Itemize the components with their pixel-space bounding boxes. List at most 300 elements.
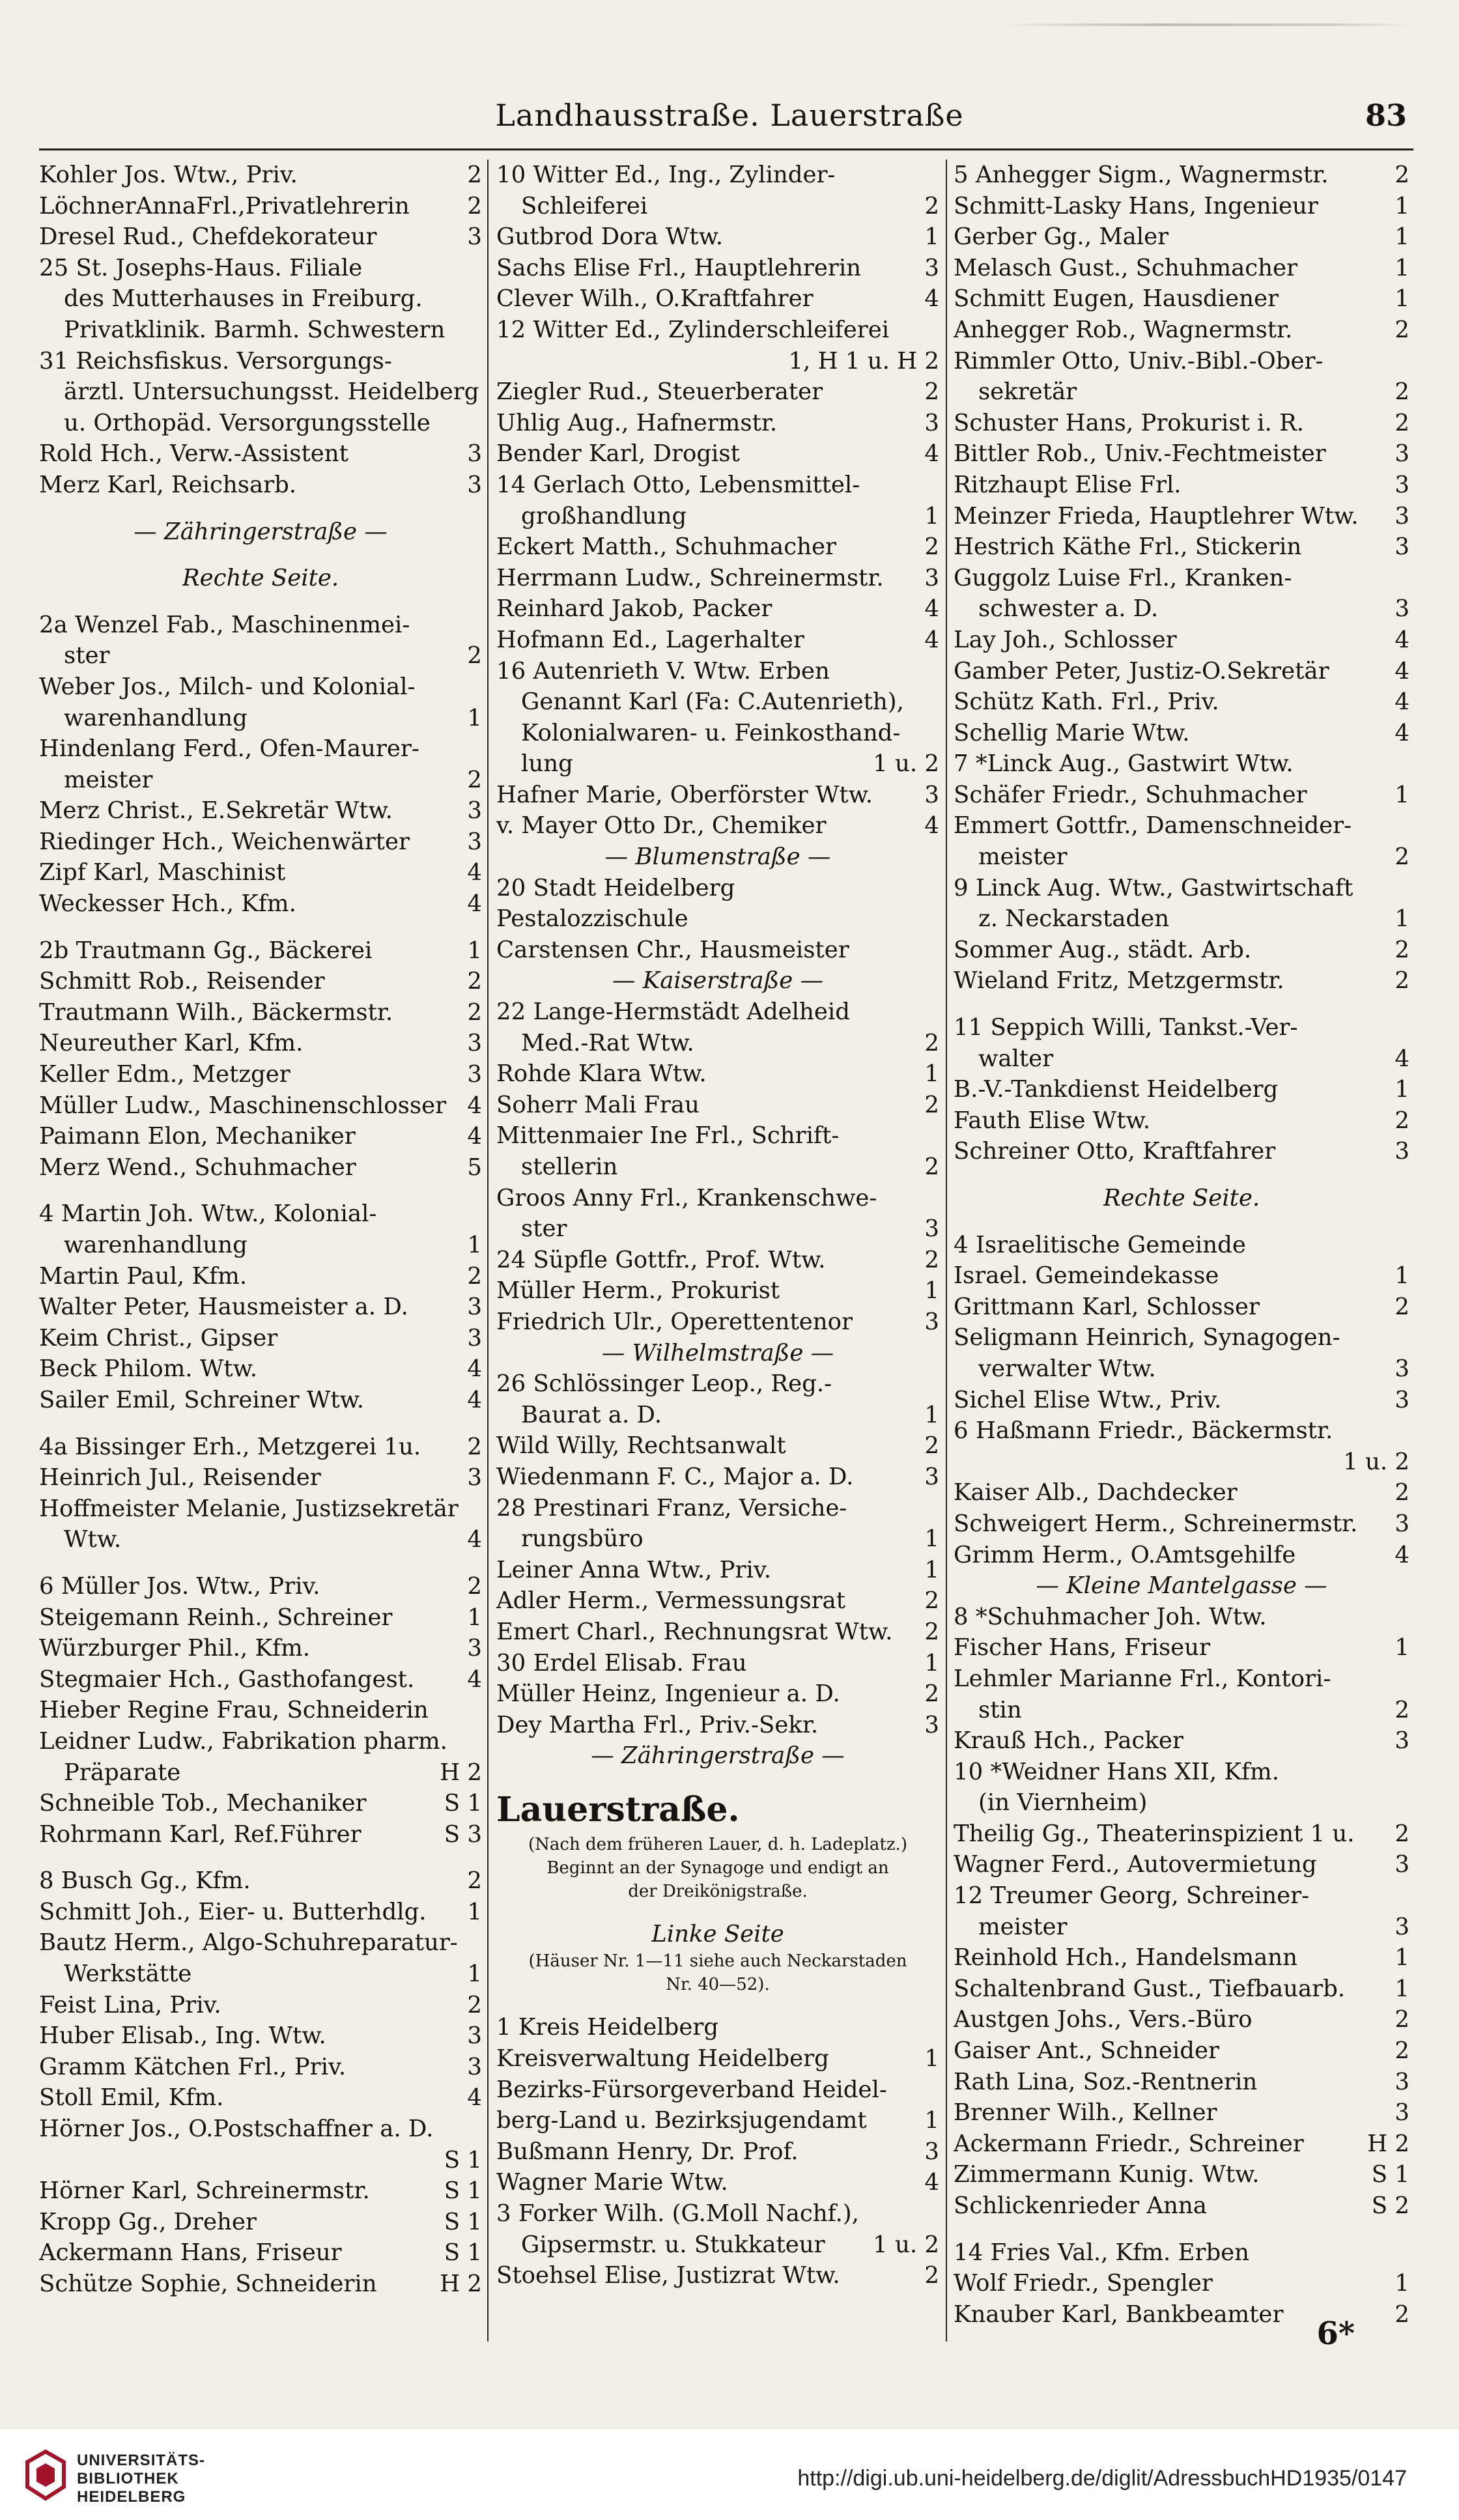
floor-number: 2 [924,192,939,219]
entry-text: warenhandlung [64,1232,248,1258]
entry-text: Zipf Karl, Maschinist [39,859,286,886]
column-2 [496,160,939,2342]
directory-entry [954,625,1409,656]
directory-entry [954,1819,1409,1850]
directory-entry [496,2012,939,2043]
entry-text: Bender Karl, Drogist [496,440,740,468]
section-heading-text: Rechte Seite. [1103,1185,1260,1211]
entry-text: Guggolz Luise Frl., Kranken- [954,564,1292,591]
floor-number: 2 [1395,1293,1409,1320]
entry-text: Schellig Marie Wtw. [954,719,1190,746]
directory-entry [39,610,482,641]
directory-entry [954,1105,1409,1137]
entry-text: Gamber Peter, Justiz-O.Sekretär [954,657,1329,685]
directory-entry [954,438,1409,470]
entry-text: 2a Wenzel Fab., Maschinenmei- [39,611,410,638]
entry-text: Grittmann Karl, Schlosser [954,1293,1260,1320]
floor-number: 4 [1395,719,1409,746]
directory-entry [954,2067,1409,2098]
street-note [496,1949,939,1973]
floor-number: 4 [924,812,939,840]
floor-number: 3 [1395,533,1409,561]
floor-number: 1 [1395,781,1409,808]
floor-number: 3 [467,1061,482,1088]
floor-number: 3 [467,797,482,825]
entry-text: großhandlung [521,502,687,530]
directory-entry [39,1494,482,1525]
directory-entry [954,501,1409,532]
floor-number: 2 [467,766,482,793]
floor-number: 3 [1395,1510,1409,1537]
floor-number: 2 [924,533,939,561]
floor-number: 3 [467,1635,482,1662]
directory-entry [496,997,939,1028]
directory-entry [954,1725,1409,1757]
entry-text: 2b Trautmann Gg., Bäckerei [39,937,373,964]
floor-number: 1 [924,1277,939,1305]
directory-entry [39,1090,482,1122]
floor-number: 3 [1395,595,1409,623]
entry-text: Bezirks-Fürsorgeverband Heidel- [496,2076,887,2103]
entry-text: 10 Witter Ed., Ing., Zylinder- [496,162,836,188]
directory-entry [39,2175,482,2207]
floor-number: 4 [1395,1541,1409,1568]
spacer [39,1555,482,1571]
floor-number: 3 [467,223,482,251]
directory-entry [496,1555,939,1586]
directory-entry [39,376,482,408]
entry-text: Uhlig Aug., Hafnermstr. [496,409,778,436]
floor-number: 1 [924,502,939,530]
directory-entry [496,2167,939,2198]
entry-text: Merz Wend., Schuhmacher [39,1154,356,1181]
directory-entry [954,935,1409,966]
floor-number: 3 [924,1711,939,1738]
entry-text: Kaiser Alb., Dachdecker [954,1479,1238,1507]
directory-entry [496,438,939,470]
floor-number: 4 [924,2169,939,2196]
directory-entry [496,2230,939,2261]
entry-text: Reinhard Jakob, Packer [496,595,772,623]
scan-artifact [997,23,1413,26]
entry-text: Privatklinik. Barmh. Schwestern [64,316,446,343]
floor-number: 4 [467,1092,482,1119]
entry-text: Gramm Kätchen Frl., Priv. [39,2053,347,2080]
entry-text: Ritzhaupt Elise Frl. [954,471,1182,498]
floor-number: 2 [467,968,482,995]
entry-text: Gipsermstr. u. Stukkateur [521,2231,825,2258]
entry-text: Knauber Karl, Bankbeamter [954,2301,1284,2328]
floor-number: 1 [924,1525,939,1553]
entry-text: Ziegler Rud., Steuerberater [496,378,823,406]
floor-number: 4 [924,626,939,653]
entry-text: Bautz Herm., Algo-Schuhreparatur- [39,1929,458,1957]
entry-text: 26 Schlössinger Leop., Reg.- [496,1370,832,1398]
entry-text: Merz Christ., E.Sekretär Wtw. [39,797,393,825]
section-heading-text: — Kaiserstraße — [612,967,824,995]
directory-entry [954,2237,1409,2269]
spacer [496,1903,939,1919]
entry-text: Hofmann Ed., Lagerhalter [496,626,804,653]
floor-number: 2 [924,2262,939,2289]
directory-entry [39,1602,482,1634]
section-heading [954,1183,1409,1214]
directory-entry [496,2198,939,2230]
entry-text: Sachs Elise Frl., Hauptlehrerin [496,254,862,281]
entry-text: Schmitt Eugen, Hausdiener [954,285,1279,313]
entry-text: 3 Forker Wilh. (G.Moll Nachf.), [496,2200,859,2228]
entry-text: Bittler Rob., Univ.-Fechtmeister [954,440,1326,468]
column-divider [946,160,947,2342]
entry-text: Grimm Herm., O.Amtsgehilfe [954,1541,1296,1568]
floor-number: 2 [924,1154,939,1180]
entry-text: 6 Müller Jos. Wtw., Priv. [39,1572,320,1600]
floor-number: 4 [924,285,939,313]
directory-entry [39,1524,482,1555]
directory-entry [496,810,939,842]
directory-entry [954,160,1409,191]
directory-entry [954,593,1409,625]
entry-text: 12 Treumer Georg, Schreiner- [954,1882,1310,1910]
directory-entry [39,2052,482,2083]
directory-entry [39,2082,482,2114]
entry-text: Genannt Karl (Fa: C.Autenrieth), [521,688,904,716]
directory-entry [496,593,939,625]
floor-number: 3 [1395,1386,1409,1413]
entry-text: Gaiser Ant., Schneider [954,2037,1219,2065]
entry-text: Martin Paul, Kfm. [39,1262,248,1290]
floor-number: 3 [1395,2099,1409,2127]
entry-text: Stoll Emil, Kfm. [39,2084,224,2112]
floor-number: 2 [924,378,939,406]
floor-number: 2 [467,192,482,219]
entry-text: Wiedenmann F. C., Major a. D. [496,1463,854,1490]
entry-text: rungsbüro [521,1525,644,1553]
entry-text: verwalter Wtw. [978,1355,1156,1382]
entry-text: Schmitt Rob., Reisender [39,968,325,995]
entry-text: Anhegger Rob., Wagnermstr. [954,316,1293,343]
section-heading-text: Rechte Seite. [182,565,339,592]
entry-text: Riedinger Hch., Weichenwärter [39,828,410,855]
spacer [954,1214,1409,1230]
directory-entry [496,748,939,780]
directory-entry [954,656,1409,687]
floor-number: 2 [1395,378,1409,406]
entry-text: Sommer Aug., städt. Arb. [954,936,1252,963]
floor-number: 2 [1395,2037,1409,2065]
floor-number: 3 [467,471,482,498]
spacer [39,920,482,935]
library-name-line: HEIDELBERG [77,2488,186,2506]
library-name [77,2452,205,2506]
column-3 [954,160,1409,2342]
directory-entry [954,1043,1409,1075]
floor-number: 3 [924,781,939,808]
floor-number: 2 [1395,316,1409,343]
entry-text: Huber Elisab., Ing. Wtw. [39,2022,326,2050]
directory-entry [39,857,482,888]
entry-text: 30 Erdel Elisab. Frau [496,1649,747,1677]
directory-entry [39,1059,482,1090]
street-note-text: Nr. 40—52). [666,1975,770,1995]
entry-text: Feist Lina, Priv. [39,1991,221,2018]
directory-entry [39,672,482,703]
directory-entry [496,2260,939,2291]
entry-text: Müller Ludw., Maschinenschlosser [39,1092,447,1119]
signature-mark: 6* [1316,2315,1355,2352]
section-heading-text: — Zähringerstraße — [134,518,388,545]
entry-text: 11 Seppich Willi, Tankst.-Ver- [954,1014,1298,1041]
directory-entry [954,253,1409,284]
floor-number: 1 [467,937,482,964]
entry-text: 4a Bissinger Erh., Metzgerei 1u. [39,1433,421,1460]
floor-number: 2 [924,1029,939,1056]
entry-text: Baurat a. D. [521,1401,662,1428]
entry-text: 20 Stadt Heidelberg [496,874,735,901]
floor-number: 2 [1395,1820,1409,1847]
directory-entry [954,1415,1409,1447]
entry-text: Beck Philom. Wtw. [39,1355,258,1383]
directory-entry [496,1183,939,1214]
spacer [496,1772,939,1787]
directory-entry [954,1508,1409,1540]
floor-number: 1 u. 2 [873,750,939,778]
floor-number: 1 [467,704,482,731]
directory-entry [39,1028,482,1059]
directory-entry [954,1477,1409,1508]
floor-number: 1 [924,2107,939,2134]
entry-text: Dresel Rud., Chefdekorateur [39,223,377,251]
directory-entry [39,2020,482,2052]
street-note-text: Beginnt an der Synagoge und endigt an [546,1858,889,1878]
section-heading-text: — Wilhelmstraße — [601,1339,834,1366]
header-rule [39,149,1413,150]
directory-entry [496,1058,939,1090]
page-title: Landhausstraße. Lauerstraße [495,98,964,133]
directory-entry [496,1090,939,1121]
floor-number: 4 [1395,688,1409,716]
floor-number: 3 [1395,2068,1409,2095]
entry-text: ster [521,1215,567,1243]
directory-entry [496,501,939,532]
entry-text: 4 Israelitische Gemeinde [954,1231,1246,1258]
section-heading-text: — Kleine Mantelgasse — [1036,1572,1327,1600]
directory-entry [39,1633,482,1664]
directory-entry [954,2268,1409,2299]
directory-entry [496,656,939,687]
entry-text: Schaltenbrand Gust., Tiefbauarb. [954,1975,1346,2002]
floor-number: 2 [924,1618,939,1645]
source-url[interactable]: http://digi.ub.uni-heidelberg.de/diglit/AdressbuchHD1935/0147 [797,2466,1407,2491]
floor-number: 2 [1395,936,1409,963]
entry-text: Wagner Marie Wtw. [496,2169,728,2196]
street-note-text: der Dreikönigstraße. [628,1881,808,1901]
entry-text: Schäfer Friedr., Schuhmacher [954,781,1307,808]
floor-number: 3 [924,254,939,281]
directory-entry [954,1385,1409,1416]
directory-entry [39,1757,482,1789]
page-header [0,98,1459,143]
directory-entry [39,315,482,346]
entry-text: ster [64,642,110,670]
entry-text: 12 Witter Ed., Zylinderschleiferei [496,316,890,343]
spacer [496,1996,939,2012]
entry-text: Fischer Hans, Friseur [954,1634,1211,1662]
page-number: 83 [1365,98,1407,133]
entry-text: Sailer Emil, Schreiner Wtw. [39,1386,365,1413]
floor-number: 3 [467,1464,482,1492]
section-heading-text: Linke Seite [651,1920,784,1947]
directory-entry [39,640,482,672]
entry-text: Schütze Sophie, Schneiderin [39,2271,377,2297]
spacer [954,1167,1409,1183]
directory-entry [496,1368,939,1400]
floor-number: 2 [924,1091,939,1118]
entry-text: Keim Christ., Gipser [39,1324,278,1352]
directory-entry [496,1462,939,1493]
entry-text: 9 Linck Aug. Wtw., Gastwirtschaft [954,874,1353,901]
directory-entry [954,1136,1409,1167]
entry-text: Müller Heinz, Ingenieur a. D. [496,1680,840,1708]
entry-text: Adler Herm., Vermessungsrat [496,1587,845,1615]
directory-entry [496,346,939,377]
directory-entry [39,470,482,501]
entry-text: lung [521,750,573,778]
floor-number: S 1 [1371,2161,1409,2188]
directory-entry [954,1663,1409,1695]
floor-number: 2 [1395,2006,1409,2033]
directory-entry [954,1974,1409,2005]
floor-number: 3 [924,1308,939,1335]
directory-entry [39,1897,482,1928]
column-1 [39,160,482,2342]
entry-text: Kropp Gg., Dreher [39,2208,257,2235]
section-heading-text: — Blumenstraße — [604,843,831,871]
entry-text: Schmitt Joh., Eier- u. Butterhdlg. [39,1898,427,1925]
entry-text: 8 Busch Gg., Kfm. [39,1867,251,1895]
directory-entry [39,2207,482,2238]
directory-entry [496,563,939,594]
directory-entry [39,283,482,315]
directory-entry [496,376,939,408]
floor-number: 3 [1395,1138,1409,1165]
floor-number: 1 [924,1401,939,1428]
directory-entry [954,2129,1409,2160]
directory-entry [496,2136,939,2168]
floor-number: 4 [1395,657,1409,685]
directory-entry [954,563,1409,594]
directory-entry [496,1213,939,1245]
entry-text: sekretär [978,378,1077,406]
directory-entry [39,1990,482,2021]
floor-number: 1 [1395,1262,1409,1290]
section-heading [496,842,939,873]
directory-entry [496,1028,939,1059]
entry-text: Emert Charl., Rechnungsrat Wtw. [496,1618,893,1645]
directory-entry [496,1585,939,1617]
street-note [496,1856,939,1880]
entry-text: Hieber Regine Frau, Schneiderin [39,1697,429,1724]
directory-entry [954,191,1409,222]
directory-entry [496,935,939,966]
floor-number: 2 [467,1433,482,1460]
directory-entry [39,2269,482,2300]
directory-entry [39,1927,482,1959]
entry-text: Fauth Elise Wtw. [954,1107,1151,1134]
entry-text: 8 *Schuhmacher Joh. Wtw. [954,1603,1267,1630]
entry-text: Walter Peter, Hausmeister a. D. [39,1294,408,1321]
directory-entry [954,346,1409,377]
directory-entry [39,346,482,377]
library-name-line: BIBLIOTHEK [77,2470,179,2487]
directory-entry [954,780,1409,811]
entry-text: Schütz Kath. Frl., Priv. [954,688,1219,716]
entry-text: (in Viernheim) [978,1789,1148,1817]
entry-text: Steigemann Reinh., Schreiner [39,1604,393,1631]
entry-text: Rimmler Otto, Univ.-Bibl.-Ober- [954,347,1324,375]
spacer [39,547,482,563]
directory-entry [954,2159,1409,2190]
floor-number: 1 [1395,2270,1409,2297]
spacer [39,1183,482,1198]
entry-text: Schmitt-Lasky Hans, Ingenieur [954,192,1318,219]
floor-number: 1 [467,1898,482,1925]
directory-entry [39,438,482,470]
floor-number: 3 [467,1030,482,1057]
entry-text: Israel. Gemeindekasse [954,1262,1219,1290]
floor-number: 1, H 1 u. H 2 [788,347,939,375]
directory-entry [496,315,939,346]
entry-text: Weckesser Hch., Kfm. [39,890,296,918]
directory-entry [954,965,1409,997]
entry-text: Keller Edm., Metzger [39,1061,290,1088]
entry-text: Werkstätte [64,1961,192,1988]
floor-number: 3 [1395,1727,1409,1755]
floor-number: S 1 [444,2177,482,2205]
library-name-line: UNIVERSITÄTS- [77,2452,206,2469]
entry-text: Med.-Rat Wtw. [521,1029,694,1056]
directory-entry [39,1865,482,1897]
entry-text: Kreisverwaltung Heidelberg [496,2045,829,2073]
floor-number: 3 [1395,1355,1409,1382]
directory-entry [954,1602,1409,1633]
entry-text: Rohde Klara Wtw. [496,1060,707,1088]
entry-text: Trautmann Wilh., Bäckermstr. [39,998,393,1026]
floor-number: 1 [467,1232,482,1258]
directory-entry [39,408,482,439]
floor-number: S 3 [444,1820,482,1848]
entry-text: Rohrmann Karl, Ref.Führer [39,1820,361,1848]
directory-entry [496,1400,939,1431]
directory-entry [954,1757,1409,1788]
directory-entry [39,703,482,734]
entry-text: Weber Jos., Milch- und Kolonial- [39,673,416,700]
floor-number: 4 [467,1386,482,1413]
floor-number: S 2 [1371,2192,1409,2219]
entry-text: Hörner Jos., O.Postschaffner a. D. [39,2116,434,2143]
section-heading [954,1570,1409,1602]
entry-text: meister [978,1913,1068,1940]
floor-number: 3 [924,2138,939,2165]
floor-number: 3 [467,828,482,855]
directory-entry [496,2074,939,2106]
floor-number: 1 u. 2 [1343,1448,1409,1475]
directory-entry [954,1787,1409,1819]
directory-entry [496,780,939,811]
entry-text: 31 Reichsfiskus. Versorgungs- [39,347,392,375]
entry-text: Groos Anny Frl., Krankenschwe- [496,1184,877,1211]
directory-entry [954,1632,1409,1663]
